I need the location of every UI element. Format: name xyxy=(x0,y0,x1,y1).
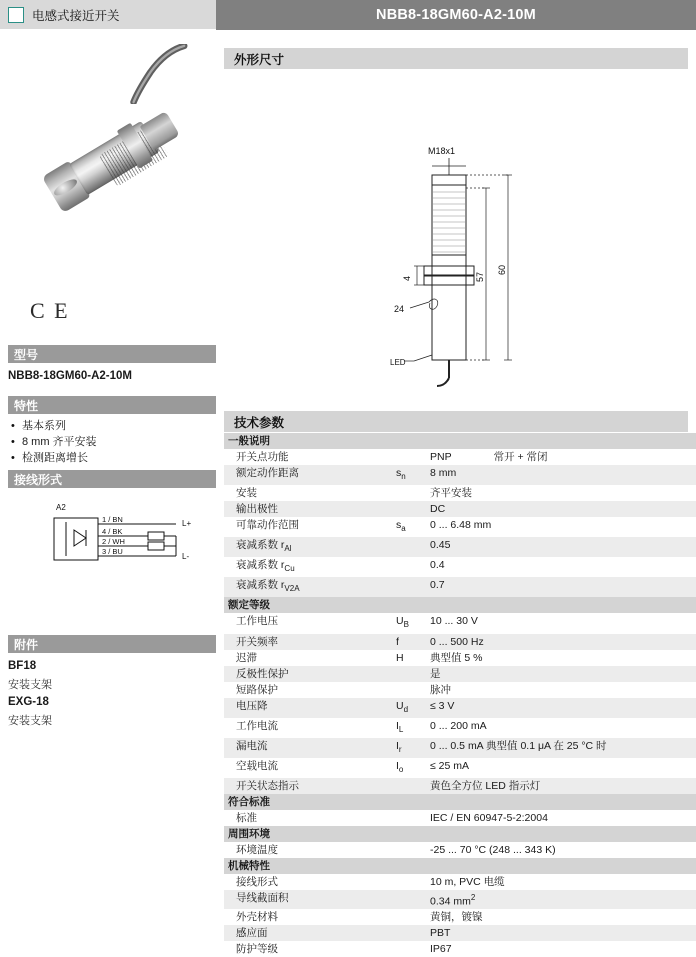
spec-label: 导线截面积 xyxy=(224,890,392,910)
model-band-title: 型号 xyxy=(8,345,216,363)
page-title: 电感式接近开关 xyxy=(32,9,120,23)
dim-4-label: 4 xyxy=(402,275,412,281)
table-row xyxy=(224,537,696,557)
table-row xyxy=(224,925,696,941)
header-left xyxy=(0,0,200,30)
spec-label: 额定动作距离 xyxy=(224,465,392,485)
spec-label: 衰减系数 $r_{V2A}$ xyxy=(224,577,392,597)
spec-value: -25 ... 70 °C (248 ... 343 K) xyxy=(426,842,696,858)
spec-value: 0.4 xyxy=(426,557,696,577)
wiring-diagram xyxy=(8,492,216,627)
spec-symbol xyxy=(392,909,426,925)
spec-group-label: 符合标准 xyxy=(224,794,696,810)
dimension-drawing-svg xyxy=(224,70,688,390)
square-logo-icon xyxy=(8,7,24,23)
spec-value: 10 ... 30 V xyxy=(426,613,696,633)
spec-symbol: $I_o$ xyxy=(392,758,426,778)
spec-value: 齐平安装 xyxy=(426,485,696,501)
table-row xyxy=(224,634,696,650)
supply-plus-label: L+ xyxy=(182,519,192,528)
spec-value: 10 m, PVC 电缆 xyxy=(426,874,696,890)
supply-minus-label: L- xyxy=(182,552,190,561)
spec-label: 衰减系数 $r_{Al}$ xyxy=(224,537,392,557)
spec-symbol xyxy=(392,557,426,577)
spec-group-row xyxy=(224,826,696,842)
spec-symbol: $s_n$ xyxy=(392,465,426,485)
spec-symbol: $s_a$ xyxy=(392,517,426,537)
spec-group-row xyxy=(224,858,696,874)
wiring-terminal-label: A2 xyxy=(56,503,66,512)
dimensions-section-title: 外形尺寸 xyxy=(224,48,688,70)
table-row xyxy=(224,485,696,501)
spec-label: 反极性保护 xyxy=(224,666,392,682)
ce-mark: C E xyxy=(30,298,70,323)
spec-group-label: 机械特性 xyxy=(224,858,696,874)
table-row xyxy=(224,698,696,718)
spec-group-row xyxy=(224,597,696,613)
specifications-table xyxy=(224,433,696,957)
spec-label: 开关频率 xyxy=(224,634,392,650)
table-row xyxy=(224,449,696,465)
table-row xyxy=(224,758,696,778)
spec-symbol: $I_r$ xyxy=(392,738,426,758)
spec-value: 是 xyxy=(426,666,696,682)
table-row xyxy=(224,874,696,890)
spec-value: 0 ... 500 Hz xyxy=(426,634,696,650)
spec-group-label: 一般说明 xyxy=(224,433,696,449)
dim-24-label: 24 xyxy=(394,304,405,314)
spec-value: ≤ 3 V xyxy=(426,698,696,718)
spec-value: DC xyxy=(426,501,696,517)
table-row xyxy=(224,682,696,698)
spec-value: 0.34 $mm^2$ xyxy=(426,890,696,910)
spec-label: 空载电流 xyxy=(224,758,392,778)
list-item: • 检测距离增长 xyxy=(8,450,216,466)
table-row xyxy=(224,778,696,794)
spec-value: 0 ... 6.48 mm xyxy=(426,517,696,537)
spec-value: 8 mm xyxy=(426,465,696,485)
spec-label: 环境温度 xyxy=(224,842,392,858)
table-row xyxy=(224,557,696,577)
table-row xyxy=(224,738,696,758)
spec-group-label: 额定等级 xyxy=(224,597,696,613)
table-row xyxy=(224,517,696,537)
features-band-title: 特性 xyxy=(8,396,216,414)
model-value: NBB8-18GM60-A2-10M xyxy=(8,370,132,382)
spec-label: 感应面 xyxy=(224,925,392,941)
sensor-body xyxy=(39,107,177,219)
wire-label-2: 2 / WH xyxy=(102,537,125,546)
spec-value: 0 ... 0.5 mA 典型值 0.1 μA 在 25 °C 时 xyxy=(426,738,696,758)
spec-value: IEC / EN 60947-5-2:2004 xyxy=(426,810,696,826)
accessory-desc: 安装支架 xyxy=(8,679,52,691)
spec-group-label: 周围环境 xyxy=(224,826,696,842)
spec-symbol xyxy=(392,666,426,682)
accessory-name: EXG-18 xyxy=(8,696,49,708)
accessory-desc: 安装支架 xyxy=(8,715,52,727)
left-column xyxy=(0,30,216,902)
sensor-led-ring xyxy=(52,176,79,198)
spec-label: 输出极性 xyxy=(224,501,392,517)
table-row xyxy=(224,718,696,738)
spec-value: PNP 常开 + 常闭 xyxy=(426,449,696,465)
spec-symbol xyxy=(392,449,426,465)
table-row xyxy=(224,501,696,517)
spec-value: ≤ 25 mA xyxy=(426,758,696,778)
dim-57-label: 57 xyxy=(475,271,485,282)
table-row xyxy=(224,810,696,826)
spec-label: 工作电流 xyxy=(224,718,392,738)
spec-value: 0.7 xyxy=(426,577,696,597)
spec-symbol xyxy=(392,682,426,698)
wiring-band-title: 接线形式 xyxy=(8,470,216,488)
spec-symbol: f xyxy=(392,634,426,650)
features-list xyxy=(8,418,216,466)
accessories-band-title: 附件 xyxy=(8,635,216,653)
table-row xyxy=(224,613,696,633)
spec-value: 脉冲 xyxy=(426,682,696,698)
spec-symbol xyxy=(392,577,426,597)
spec-symbol xyxy=(392,842,426,858)
wire-label-3: 3 / BU xyxy=(102,547,123,556)
table-row xyxy=(224,465,696,485)
spec-symbol: $I_L$ xyxy=(392,718,426,738)
page-header xyxy=(0,0,696,30)
spec-label: 工作电压 xyxy=(224,613,392,633)
spec-label: 衰减系数 $r_{Cu}$ xyxy=(224,557,392,577)
spec-label: 短路保护 xyxy=(224,682,392,698)
table-row xyxy=(224,666,696,682)
spec-label: 迟滞 xyxy=(224,650,392,666)
spec-symbol: H xyxy=(392,650,426,666)
table-row xyxy=(224,842,696,858)
table-row xyxy=(224,890,696,910)
dim-thread-label: M18x1 xyxy=(428,146,456,156)
spec-value: PBT xyxy=(426,925,696,941)
spec-symbol xyxy=(392,485,426,501)
product-photo xyxy=(8,40,208,323)
dimension-drawing xyxy=(224,70,688,390)
spec-symbol xyxy=(392,778,426,794)
spec-value: 典型值 5 % xyxy=(426,650,696,666)
spec-symbol xyxy=(392,810,426,826)
sensor-cable xyxy=(126,44,188,104)
spec-label: 电压降 xyxy=(224,698,392,718)
wire-label-4: 4 / BK xyxy=(102,527,123,536)
accessory-name: BF18 xyxy=(8,660,37,672)
spec-group-row xyxy=(224,794,696,810)
spec-label: 标准 xyxy=(224,810,392,826)
spec-value: 黄色全方位 LED 指示灯 xyxy=(426,778,696,794)
wire-label-1: 1 / BN xyxy=(102,515,123,524)
dim-led-label: LED xyxy=(390,358,406,367)
part-number-banner: NBB8-18GM60-A2-10M xyxy=(216,0,696,30)
spec-value: 黄铜，镀镍 xyxy=(426,909,696,925)
spec-value: IP67 xyxy=(426,941,696,957)
spec-label: 可靠动作范围 xyxy=(224,517,392,537)
dim-60-label: 60 xyxy=(497,264,507,275)
spec-symbol: $U_B$ xyxy=(392,613,426,633)
list-item: • 8 mm 齐平安装 xyxy=(8,434,216,450)
spec-label: 防护等级 xyxy=(224,941,392,957)
spec-label: 开关点功能 xyxy=(224,449,392,465)
table-row xyxy=(224,941,696,957)
spec-label: 安装 xyxy=(224,485,392,501)
right-column xyxy=(216,30,696,956)
spec-symbol xyxy=(392,501,426,517)
table-row xyxy=(224,650,696,666)
spec-group-row xyxy=(224,433,696,449)
spec-symbol xyxy=(392,537,426,557)
spec-label: 漏电流 xyxy=(224,738,392,758)
table-row xyxy=(224,909,696,925)
list-item: • 基本系列 xyxy=(8,418,216,434)
spec-symbol xyxy=(392,941,426,957)
spec-label: 接线形式 xyxy=(224,874,392,890)
spec-symbol xyxy=(392,890,426,910)
table-row xyxy=(224,577,696,597)
spec-label: 开关状态指示 xyxy=(224,778,392,794)
spec-label: 外壳材料 xyxy=(224,909,392,925)
spec-value: 0.45 xyxy=(426,537,696,557)
spec-symbol xyxy=(392,874,426,890)
specifications-section-title: 技术参数 xyxy=(224,411,688,433)
spec-symbol: $U_d$ xyxy=(392,698,426,718)
spec-value: 0 ... 200 mA xyxy=(426,718,696,738)
spec-symbol xyxy=(392,925,426,941)
